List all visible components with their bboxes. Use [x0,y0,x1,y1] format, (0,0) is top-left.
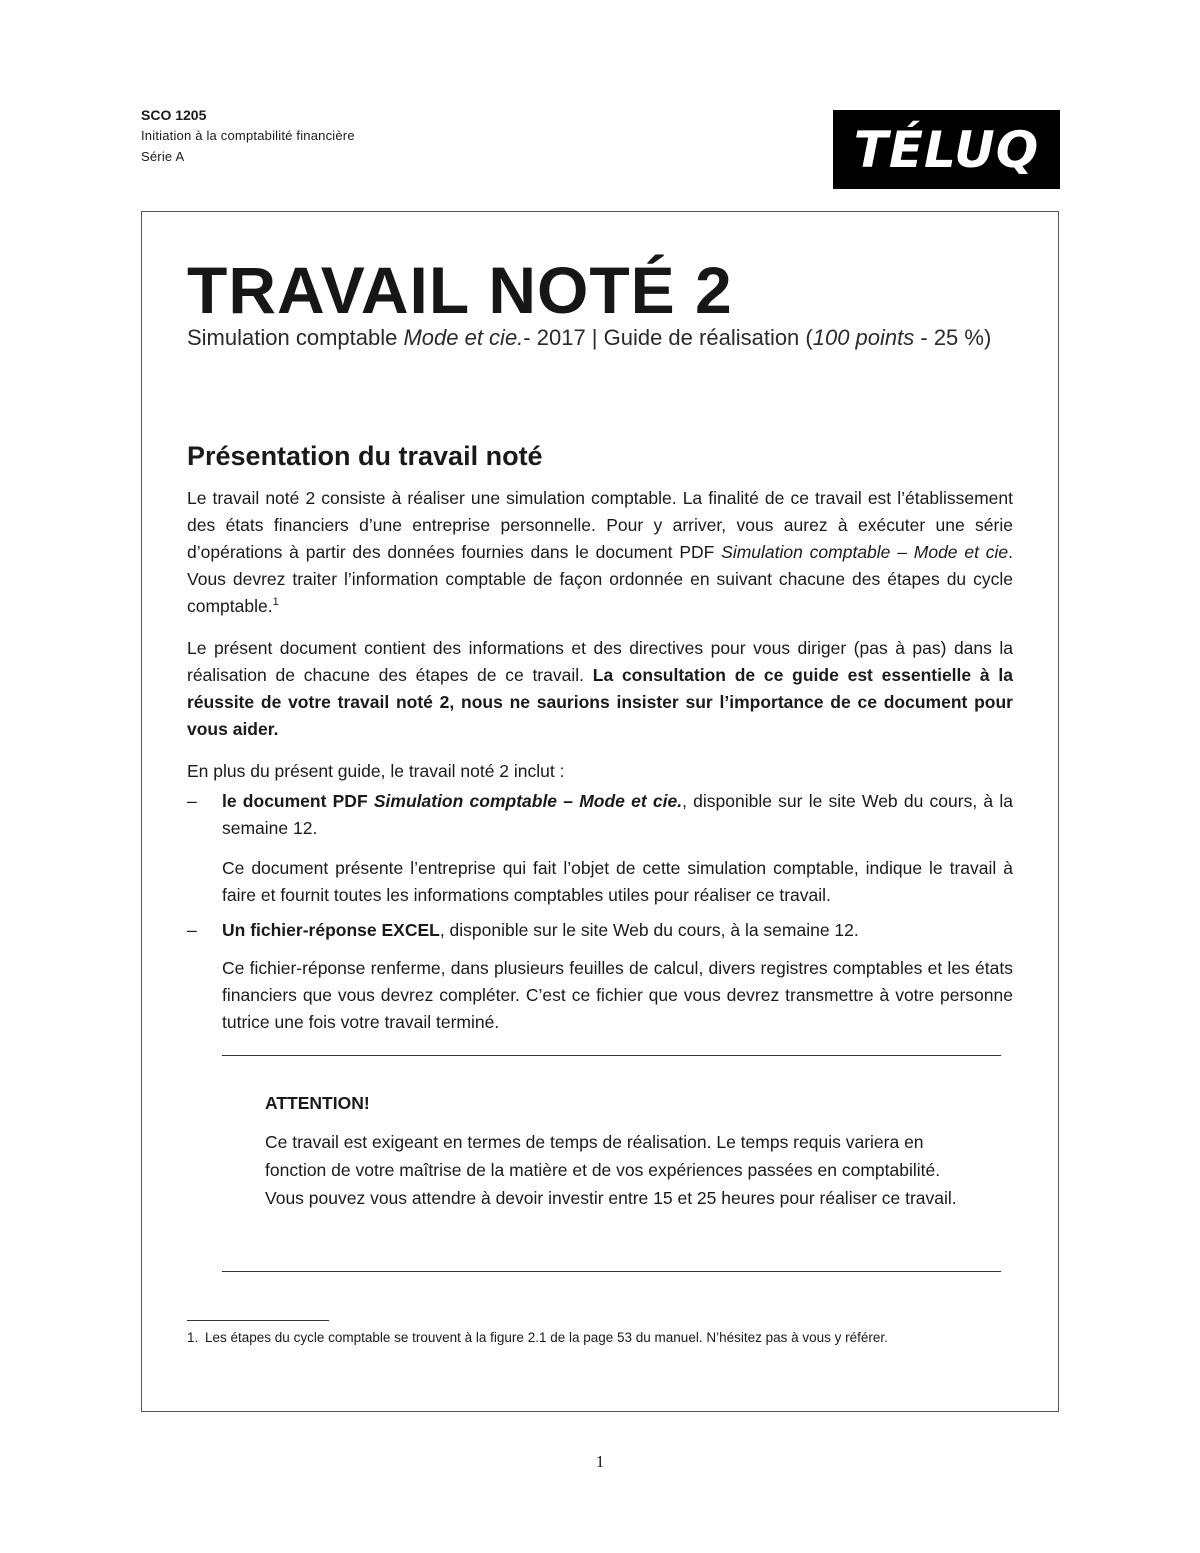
attention-divider-top [222,1055,1001,1056]
list-item-description-text: Ce fichier-réponse renferme, dans plusieurs feuilles de calcul, divers registres comptables et les états financiers que vous devrez compléter. C’est ce fichier que vous devrez transmettre à votre personne tutrice une fois votre travail terminé. [222,958,1013,1032]
attention-title: ATTENTION! [265,1093,370,1113]
subtitle-text: Simulation comptable [187,325,404,350]
attention-divider-bottom [222,1271,1001,1272]
course-code: SCO 1205 [141,107,207,123]
page-subtitle [187,322,991,354]
course-series: Série A [141,149,185,164]
emphasis-text: La consultation de ce guide est essentielle à la réussite de votre travail noté 2, nous ne saurions insister sur l’importance de ce document pour vous aider. [187,665,1013,739]
list-item [187,788,1013,842]
list-item-bold: Un fichier-réponse EXCEL [222,920,440,940]
list-item-rest: , disponible sur le site Web du cours, à la semaine 12. [222,791,1013,838]
list-item-text [222,788,1013,842]
subtitle-text: - 2017 | Guide de réalisation ( [523,325,813,350]
document-reference: Simulation comptable – Mode et cie [721,542,1009,562]
list-item-bold: le document PDF [222,791,374,811]
paragraph-intro [187,485,1013,620]
paragraph-guide [187,635,1013,743]
course-name: Initiation à la comptabilité financière [141,128,355,143]
footnote-number: 1. [187,1330,199,1345]
page-title: TRAVAIL NOTÉ 2 [187,253,733,327]
paragraph-includes: En plus du présent guide, le travail noté 2 inclut : [187,761,565,781]
list-item-rest: , disponible sur le site Web du cours, à la semaine 12. [439,920,859,940]
paragraph-text: . Vous devrez traiter l’information comptable de façon ordonnée en suivant chacune des étapes du cycle comptable. [187,542,1014,616]
paragraph-text: Le travail noté 2 consiste à réaliser une simulation comptable. La finalité de ce travail est l’établissement des états financiers d’une entreprise personnelle. Pour y arriver, vous aurez à exécuter une série d’opérations à partir des données fournies dans le document PDF [187,488,1013,562]
attention-text: Ce travail est exigeant en termes de temps de réalisation. Le temps requis variera en fonction de votre maîtrise de la matière et de vos expériences passées en comptabilité. Vous pouvez vous attendre à devoir investir entre 15 et 25 heures pour réaliser ce travail. [265,1132,957,1208]
footnote-reference: 1 [272,596,279,609]
section-heading: Présentation du travail noté [187,441,543,471]
footnote-text: Les étapes du cycle comptable se trouvent à la figure 2.1 de la page 53 du manuel. N’hésitez pas à vous y référer. [205,1330,888,1345]
list-item [187,917,1013,944]
paragraph-text: Le présent document contient des informations et des directives pour vous diriger (pas à pas) dans la réalisation de chacune des étapes de ce travail. [187,638,1013,685]
list-dash: – [187,791,197,811]
teluq-logo: TÉLUQ [833,110,1060,189]
footnote-divider [187,1320,329,1321]
list-item-doc-name: Simulation comptable – Mode et cie. [373,791,683,811]
list-item-description-text: Ce document présente l’entreprise qui fait l’objet de cette simulation comptable, indique le travail à faire et fournit toutes les informations comptables utiles pour réaliser ce travail. [222,858,1013,905]
page-number: 1 [595,1452,605,1471]
footnote [187,1327,1013,1349]
subtitle-doc-name: Mode et cie. [403,325,524,350]
subtitle-text: - 25 %) [914,325,992,350]
list-dash: – [187,920,197,940]
list-item-description [187,855,1013,909]
course-header [141,105,355,167]
list-item-text [222,917,1013,944]
subtitle-points: 100 points [812,325,915,350]
list-item-description [187,955,1013,1036]
